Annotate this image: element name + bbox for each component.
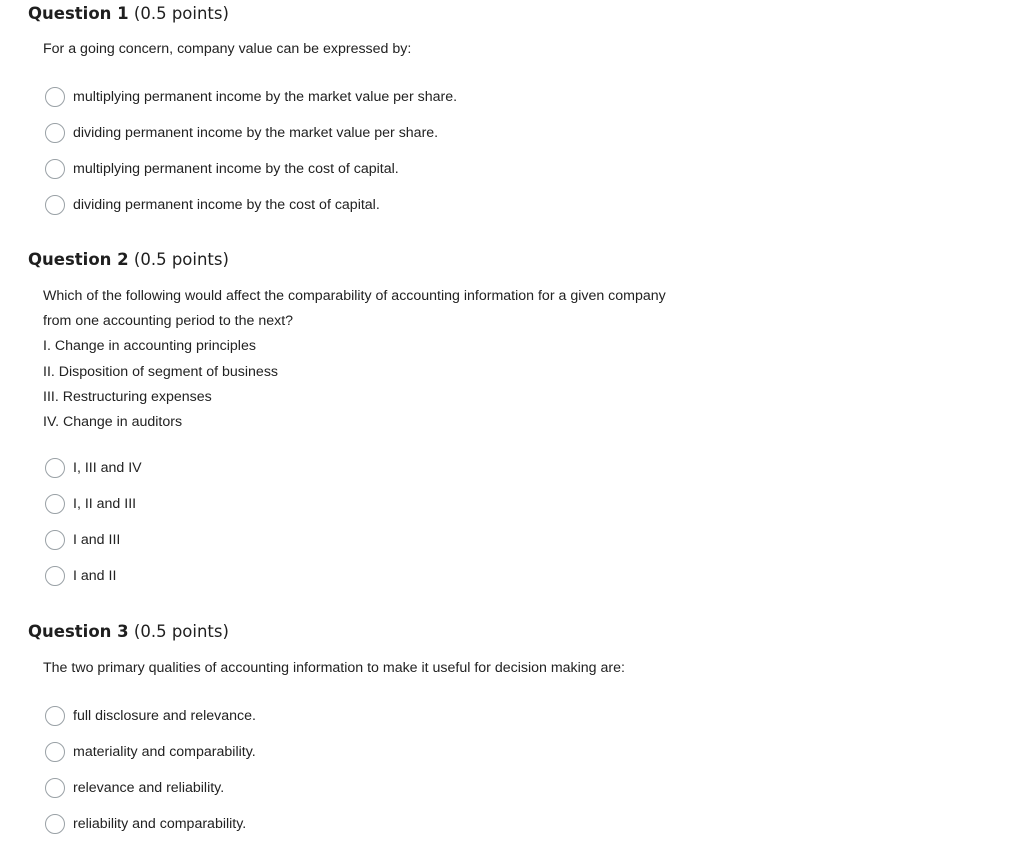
radio-button[interactable] [45,566,65,586]
radio-button[interactable] [45,530,65,550]
answer-option-c[interactable] [45,776,224,800]
question-header [28,622,229,641]
prompt-line: II. Disposition of segment of business [43,363,279,380]
answer-option-c[interactable] [45,528,120,552]
radio-button[interactable] [45,706,65,726]
answer-option-b[interactable] [45,121,438,145]
answer-label: multiplying permanent income by the cost of capital. [73,161,399,177]
answer-option-d[interactable] [45,564,116,588]
question-prompt [43,284,666,435]
answer-label: I and III [73,532,121,548]
question-title: Question 1 [28,4,129,23]
prompt-line: The two primary qualities of accounting information to make it useful for decision making are: [43,660,625,676]
question-points: (0.5 points) [133,622,229,641]
answer-label: I, II and III [73,496,137,512]
radio-button[interactable] [45,458,65,478]
radio-button[interactable] [45,123,65,143]
question-points: (0.5 points) [133,4,229,23]
question-title: Question 2 [28,250,129,269]
answer-label: materiality and comparability. [73,744,256,760]
radio-button[interactable] [45,195,65,215]
question-header [28,250,229,269]
answer-label: relevance and reliability. [73,780,225,796]
answer-option-d[interactable] [45,193,380,217]
answer-option-a[interactable] [45,85,457,109]
question-header [28,4,229,23]
prompt-line: from one accounting period to the next? [43,313,294,330]
radio-button[interactable] [45,87,65,107]
answer-option-b[interactable] [45,740,256,764]
answer-label: reliability and comparability. [73,816,247,832]
answer-option-a[interactable] [45,704,256,728]
radio-button[interactable] [45,742,65,762]
answer-label: dividing permanent income by the cost of capital. [73,197,380,213]
prompt-line: III. Restructuring expenses [43,388,212,405]
answer-label: I, III and IV [73,460,142,476]
question-points: (0.5 points) [133,250,229,269]
question-prompt [43,37,411,62]
answer-option-b[interactable] [45,492,136,516]
prompt-line: I. Change in accounting principles [43,338,256,355]
answer-label: multiplying permanent income by the market value per share. [73,89,458,105]
answer-option-c[interactable] [45,157,399,181]
prompt-line: Which of the following would affect the comparability of accounting information for a given company [43,288,666,304]
answer-option-d[interactable] [45,812,246,836]
question-title: Question 3 [28,622,129,641]
radio-button[interactable] [45,159,65,179]
prompt-line: IV. Change in auditors [43,414,183,431]
radio-button[interactable] [45,814,65,834]
prompt-line: For a going concern, company value can be expressed by: [43,41,412,57]
answer-label: full disclosure and relevance. [73,708,256,724]
radio-button[interactable] [45,778,65,798]
answer-label: I and II [73,568,117,584]
question-prompt [43,656,625,681]
answer-label: dividing permanent income by the market value per share. [73,125,439,141]
radio-button[interactable] [45,494,65,514]
answer-option-a[interactable] [45,456,142,480]
